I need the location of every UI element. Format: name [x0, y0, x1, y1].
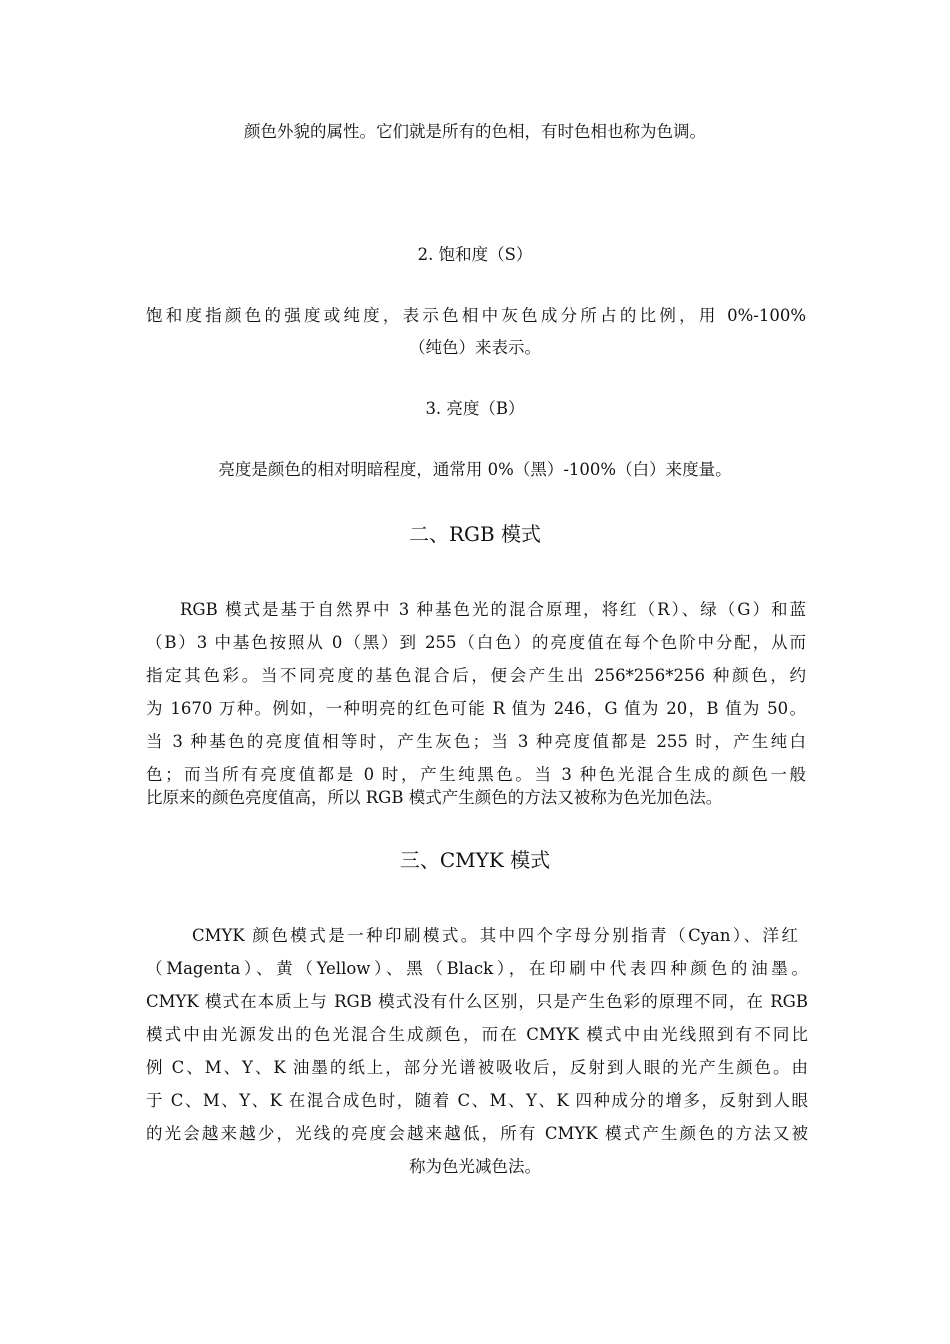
brightness-heading: 3. 亮度（B）: [425, 399, 525, 418]
saturation-heading: 2. 饱和度（S）: [417, 245, 533, 264]
rgb-paragraph-line-6: 色；而当所有亮度值都是 0 时，产生纯黑色。当 3 种色光混合生成的颜色一般: [146, 765, 806, 784]
rgb-paragraph-line-1: RGB 模式是基于自然界中 3 种基色光的混合原理，将红（R）、绿（G）和蓝: [180, 600, 806, 619]
cmyk-paragraph-line-8: 称为色光减色法。: [409, 1157, 541, 1176]
rgb-paragraph-line-7: 比原来的颜色亮度值高，所以 RGB 模式产生颜色的方法又被称为色光加色法。: [146, 788, 723, 807]
brightness-description: 亮度是颜色的相对明暗程度，通常用 0%（黑）-100%（白）来度量。: [218, 460, 732, 479]
cmyk-paragraph-line-6: 于 C、M、Y、K 在混合成色时，随着 C、M、Y、K 四种成分的增多，反射到人眼: [146, 1091, 808, 1110]
cmyk-paragraph-line-3: CMYK 模式在本质上与 RGB 模式没有什么区别，只是产生色彩的原理不同，在 RGB: [146, 992, 808, 1011]
rgb-section-heading: 二、RGB 模式: [408, 522, 542, 546]
cmyk-section-heading: 三、CMYK 模式: [399, 848, 551, 872]
saturation-line-2: （纯色）来表示。: [409, 338, 541, 357]
cmyk-paragraph-line-5: 例 C、M、Y、K 油墨的纸上，部分光谱被吸收后，反射到人眼的光产生颜色。由: [146, 1058, 808, 1077]
cmyk-paragraph-line-2: （Magenta）、黄（Yellow）、黑（Black），在印刷中代表四种颜色的油墨。: [146, 959, 808, 978]
rgb-paragraph-line-3: 指定其色彩。当不同亮度的基色混合后，便会产生出 256*256*256 种颜色，约: [146, 666, 806, 685]
cmyk-paragraph-line-4: 模式中由光源发出的色光混合生成颜色，而在 CMYK 模式中由光线照到有不同比: [146, 1025, 808, 1044]
hue-description-tail: 颜色外貌的属性。它们就是所有的色相，有时色相也称为色调。: [244, 122, 706, 141]
rgb-paragraph-line-4: 为 1670 万种。例如，一种明亮的红色可能 R 值为 246，G 值为 20，B 值为 50。: [146, 699, 806, 718]
rgb-paragraph-line-2: （B）3 中基色按照从 0（黑）到 255（白色）的亮度值在每个色阶中分配，从而: [146, 633, 806, 652]
cmyk-paragraph-line-1: CMYK 颜色模式是一种印刷模式。其中四个字母分别指青（Cyan）、洋红: [192, 926, 798, 945]
cmyk-paragraph-line-7: 的光会越来越少，光线的亮度会越来越低，所有 CMYK 模式产生颜色的方法又被: [146, 1124, 808, 1143]
rgb-paragraph-line-5: 当 3 种基色的亮度值相等时，产生灰色；当 3 种亮度值都是 255 时，产生纯白: [146, 732, 806, 751]
saturation-line-1: 饱和度指颜色的强度或纯度，表示色相中灰色成分所占的比例，用 0%-100%: [146, 306, 806, 325]
